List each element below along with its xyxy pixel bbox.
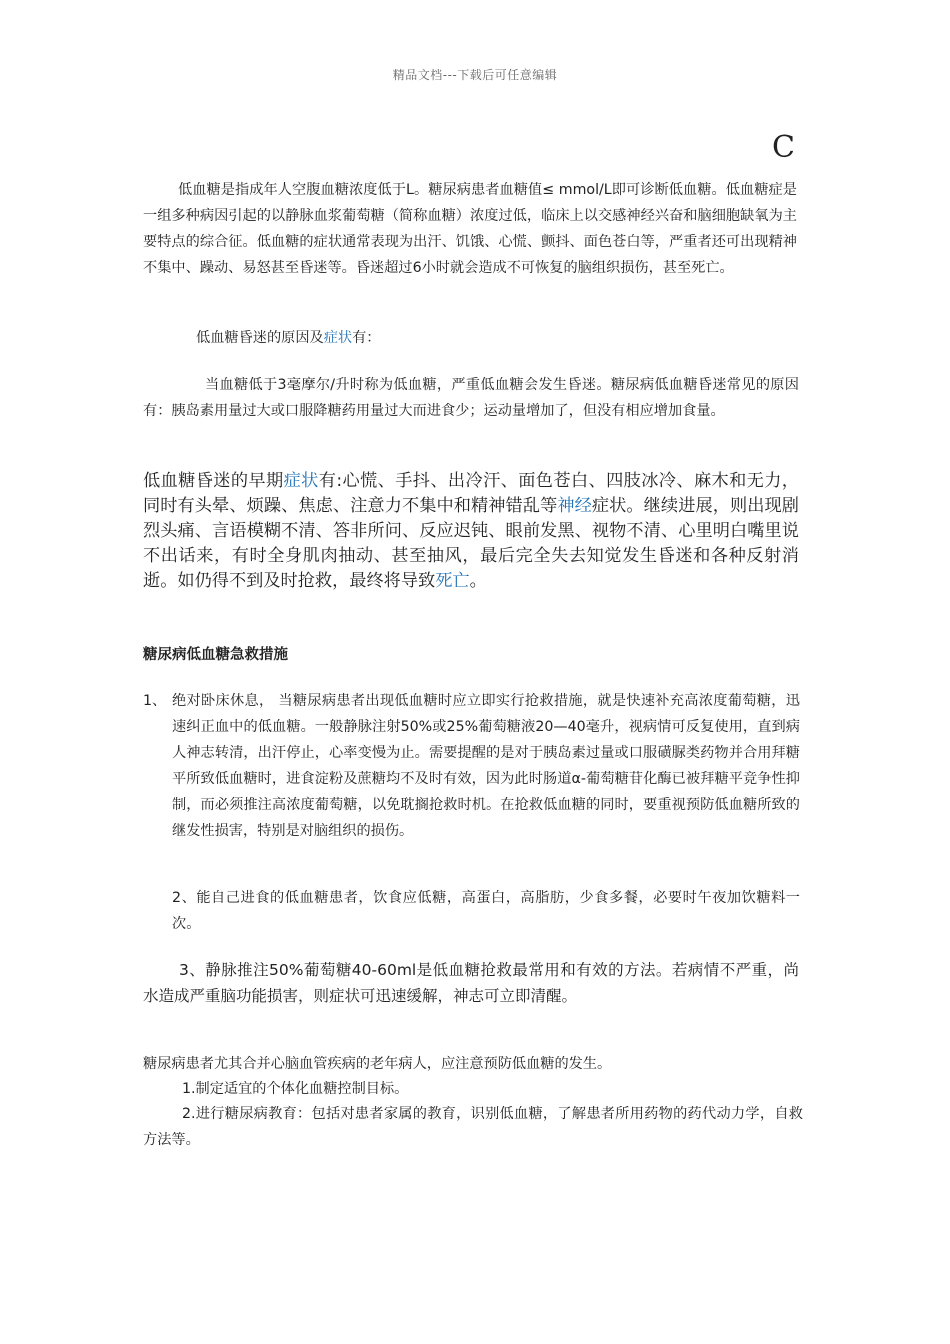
emergency-item-1-number: 1、 xyxy=(143,693,167,709)
symptom-link-2[interactable]: 症状 xyxy=(283,471,319,491)
emergency-item-3: 3、静脉推注50%葡萄糖40-60ml是低血糖抢救最常用和有效的方法。若病情不严重，尚水造成严重脑功能损害，则症状可迅速缓解，神志可立即清醒。 xyxy=(143,961,799,1005)
intro-paragraph: 低血糖是指成年人空腹血糖浓度低于L。糖尿病患者血糖值≤ mmol/L即可诊断低血糖。低血糖症是一组多种病因引起的以静脉血浆葡萄糖（简称血糖）浓度过低，临床上以交感神经兴奋和脑细胞缺氧为主要特点的综合征。低血糖的症状通常表现为出汗、饥饿、心慌、颤抖、面色苍白等，严重者还可出现精神不集中、躁动、易怒甚至昏迷等。昏迷超过6小时就会造成不可恢复的脑组织损伤，甚至死亡。 xyxy=(143,182,797,276)
early-symptoms-paragraph xyxy=(143,469,799,594)
early-text-2: 有:心慌、手抖、出冷汗、面色苍白、四肢冰冷、麻木和无力，同时有头晕、烦躁、焦虑、注意力不集中和精神错乱等 xyxy=(143,471,799,516)
corner-letter: C xyxy=(772,130,795,165)
nerve-link[interactable]: 神经 xyxy=(557,496,592,516)
prevention-intro: 糖尿病患者尤其合并心脑血管疾病的老年病人，应注意预防低血糖的发生。 xyxy=(143,1056,612,1072)
prevention-item-2: 2.进行糖尿病教育：包括对患者家属的教育，识别低血糖，了解患者所用药物的药代动力学，自救方法等。 xyxy=(143,1106,803,1148)
cause-heading-suffix: 有： xyxy=(352,330,381,346)
early-text-1: 低血糖昏迷的早期 xyxy=(143,471,284,491)
emergency-heading: 糖尿病低血糖急救措施 xyxy=(143,647,288,663)
symptom-link[interactable]: 症状 xyxy=(323,330,353,346)
early-text-3: 症状。继续进展，则出现剧烈头痛、言语模糊不清、答非所问、反应迟钝、眼前发黑、视物不清、心里明白嘴里说不出话来，有时全身肌肉抽动、甚至抽风，最后完全失去知觉发生昏迷和各种反射消逝。如仍得不到及时抢救，最终将导致 xyxy=(143,496,799,591)
page-header-note: 精品文档---下载后可任意编辑 xyxy=(392,68,558,82)
death-link[interactable]: 死亡 xyxy=(435,571,470,591)
cause-heading-text: 低血糖昏迷的原因及 xyxy=(196,330,324,346)
cause-paragraph: 当血糖低于3毫摩尔/升时称为低血糖，严重低血糖会发生昏迷。糖尿病低血糖昏迷常见的原因有：胰岛素用量过大或口服降糖药用量过大而进食少；运动量增加了，但没有相应增加食量。 xyxy=(143,377,799,419)
early-text-4: 。 xyxy=(469,571,487,591)
emergency-item-2: 2、能自己进食的低血糖患者，饮食应低糖，高蛋白，高脂肪，少食多餐，必要时午夜加饮糖料一次。 xyxy=(172,890,800,932)
emergency-item-1: 绝对卧床休息， 当糖尿病患者出现低血糖时应立即实行抢救措施，就是快速补充高浓度葡萄糖，迅速纠正血中的低血糖。一般静脉注射50%或25%葡萄糖液20—40毫升，视病情可反复使用，直到病人神志转清，出汗停止，心率变慢为止。需要提醒的是对于胰岛素过量或口服磺脲类药物并合用拜糖平所致低血糖时，进食淀粉及蔗糖均不及时有效，因为此时肠道α-葡萄糖苷化酶已被拜糖平竞争性抑制，而必须推注高浓度葡萄糖，以免耽搁抢救时机。在抢救低血糖的同时，要重视预防低血糖所致的继发性损害，特别是对脑组织的损伤。 xyxy=(172,693,800,839)
cause-heading xyxy=(196,325,796,351)
prevention-item-1: 1.制定适宜的个体化血糖控制目标。 xyxy=(182,1081,409,1097)
